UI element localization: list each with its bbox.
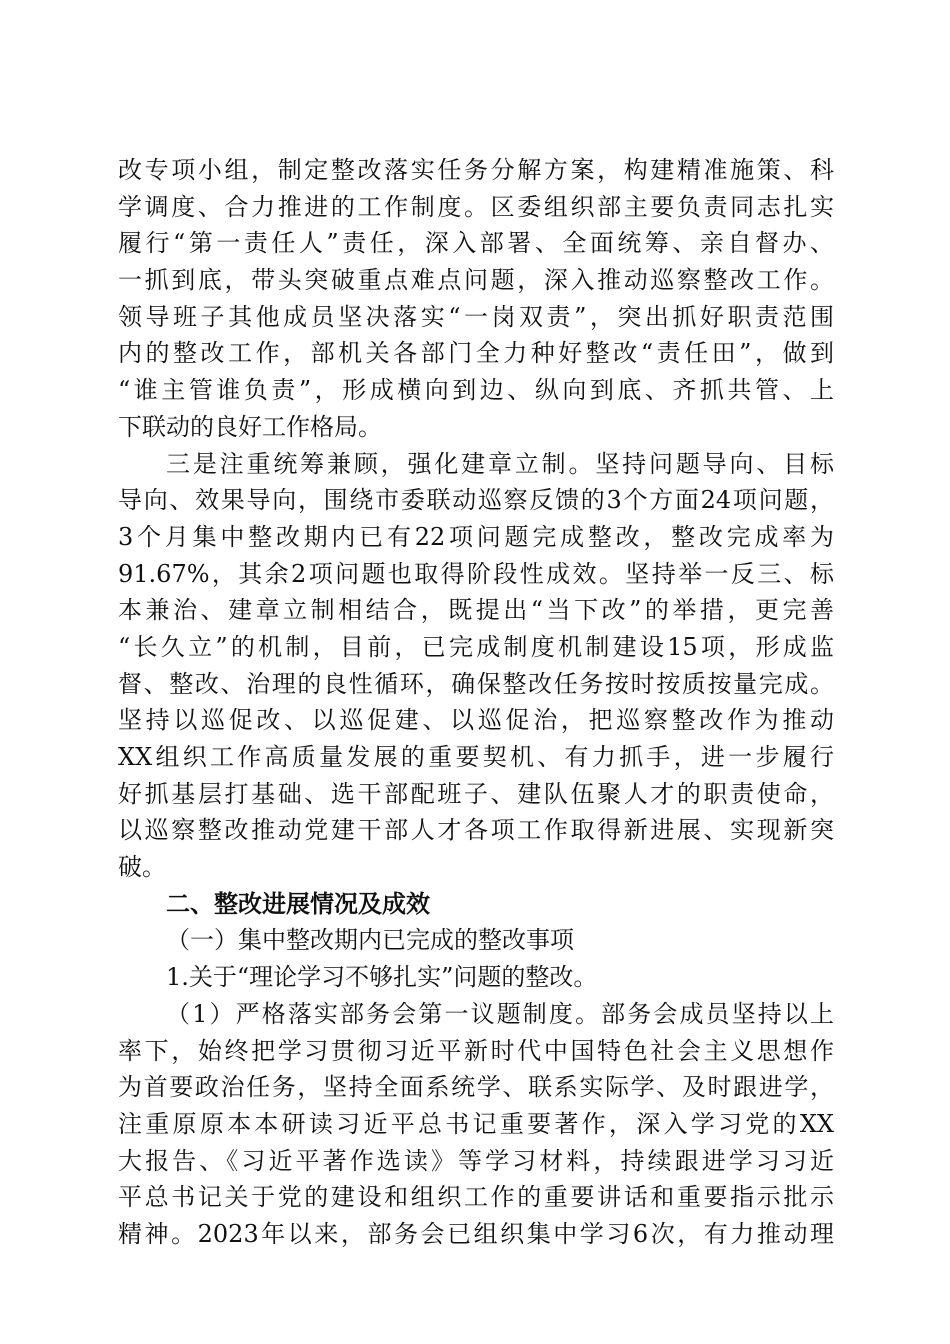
paragraph-line: （1）严格落实部务会第一议题制度。部务会成员坚持以上 bbox=[166, 999, 834, 1028]
paragraph-line: XX组织工作高质量发展的重要契机、有力抓手，进一步履行 bbox=[118, 743, 834, 771]
paragraph-line: 一抓到底，带头突破重点难点问题，深入推动巡察整改工作。 bbox=[118, 266, 834, 295]
paragraph-line: 本兼治、建章立制相结合，既提出“当下改”的举措，更完善 bbox=[118, 596, 834, 625]
paragraph-line: 破。 bbox=[118, 853, 166, 882]
paragraph-line: 精神。2023年以来，部务会已组织集中学习6次，有力推动理 bbox=[118, 1219, 834, 1248]
paragraph-line: “谁主管谁负责”，形成横向到边、纵向到底、齐抓共管、上 bbox=[118, 376, 834, 405]
paragraph-line: 平总书记关于党的建设和组织工作的重要讲话和重要指示批示 bbox=[118, 1183, 834, 1212]
paragraph-line: 1.关于“理论学习不够扎实”问题的整改。 bbox=[166, 963, 598, 992]
paragraph-line: 改专项小组，制定整改落实任务分解方案，构建精准施策、科 bbox=[118, 156, 834, 184]
paragraph-line: （一）集中整改期内已完成的整改事项 bbox=[166, 926, 574, 955]
paragraph-line: 履行“第一责任人”责任，深入部署、全面统筹、亲自督办、 bbox=[118, 229, 834, 258]
paragraph-line: 为首要政治任务，坚持全面系统学、联系实际学、及时跟进学， bbox=[118, 1073, 834, 1102]
paragraph-line: “长久立”的机制，目前，已完成制度机制建设15项，形成监 bbox=[118, 632, 834, 661]
paragraph-line: 3个月集中整改期内已有22项问题完成整改，整改完成率为 bbox=[118, 522, 834, 551]
paragraph-line: 内的整改工作，部机关各部门全力种好整改“责任田”，做到 bbox=[118, 339, 834, 368]
paragraph-line: 注重原原本本研读习近平总书记重要著作，深入学习党的XX bbox=[118, 1109, 834, 1138]
paragraph-line: 好抓基层打基础、选干部配班子、建队伍聚人才的职责使命， bbox=[118, 779, 834, 808]
paragraph-line: 坚持以巡促改、以巡促建、以巡促治，把巡察整改作为推动 bbox=[118, 706, 834, 735]
paragraph-line: 三是注重统筹兼顾，强化建章立制。坚持问题导向、目标 bbox=[166, 449, 834, 478]
paragraph-line: 91.67%，其余2项问题也取得阶段性成效。坚持举一反三、标 bbox=[118, 559, 834, 588]
paragraph-line: 导向、效果导向，围绕市委联动巡察反馈的3个方面24项问题， bbox=[118, 486, 834, 515]
paragraph-line: 学调度、合力推进的工作制度。区委组织部主要负责同志扎实 bbox=[118, 192, 834, 221]
paragraph-line: 率下，始终把学习贯彻习近平新时代中国特色社会主义思想作 bbox=[118, 1036, 834, 1065]
paragraph-line: 督、整改、治理的良性循环，确保整改任务按时按质按量完成。 bbox=[118, 669, 834, 698]
paragraph-line: 大报告、《习近平著作选读》等学习材料，持续跟进学习习近 bbox=[118, 1146, 834, 1175]
paragraph-line: 以巡察整改推动党建干部人才各项工作取得新进展、实现新突 bbox=[118, 816, 834, 845]
section-heading: 二、整改进展情况及成效 bbox=[166, 889, 430, 918]
document-body bbox=[118, 152, 834, 1253]
paragraph-line: 领导班子其他成员坚决落实“一岗双责”，突出抓好职责范围 bbox=[118, 302, 834, 331]
paragraph-line: 下联动的良好工作格局。 bbox=[118, 412, 382, 441]
